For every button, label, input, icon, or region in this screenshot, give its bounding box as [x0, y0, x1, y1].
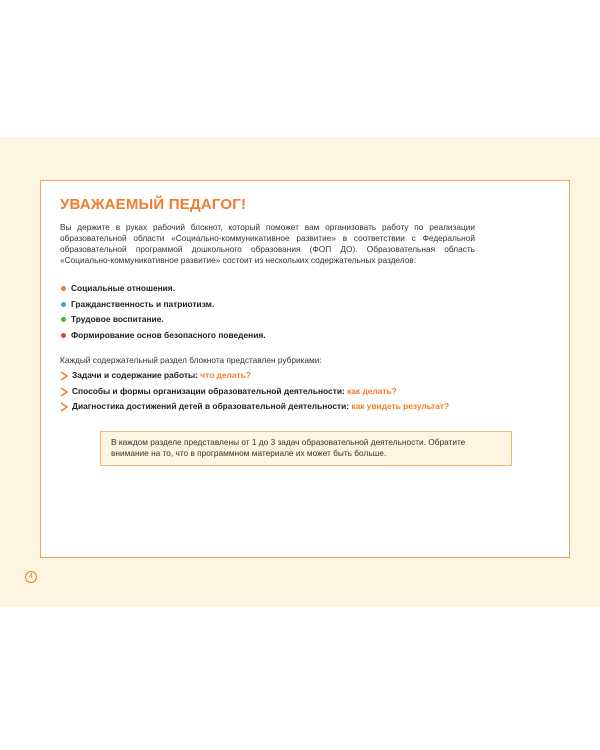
page-title: УВАЖАЕМЫЙ ПЕДАГОГ!	[60, 196, 247, 213]
note-box: В каждом разделе представлены от 1 до 3 задач образовательной деятельности. Обратите внимание на то, что в программном материале их может быть больше.	[100, 431, 512, 466]
rubric-text: Задачи и содержание работы:	[72, 370, 201, 380]
section-item	[60, 330, 500, 346]
rubric-accent: как делать?	[347, 385, 397, 396]
bullet-dot-icon	[61, 286, 66, 291]
bullet-dot-icon	[61, 317, 66, 322]
rubric-accent: что делать?	[200, 370, 251, 380]
bullet-dot-icon	[61, 333, 66, 338]
rubric-item	[60, 370, 500, 386]
section-label: Гражданственность и патриотизм.	[71, 298, 215, 309]
section-item	[60, 314, 500, 330]
rubric-text: Диагностика достижений детей в образовательной деятельности:	[72, 401, 352, 411]
section-label: Социальные отношения.	[71, 283, 176, 293]
rubric-accent: как увидеть результат?	[351, 401, 450, 411]
rubric-item	[60, 401, 500, 417]
sections-list	[60, 283, 500, 345]
rubrics-list	[60, 370, 500, 417]
arrow-marker-icon	[60, 387, 68, 397]
rubrics-intro: Каждый содержательный раздел блокнота представлен рубриками:	[60, 355, 322, 365]
arrow-marker-icon	[60, 402, 68, 412]
section-label: Трудовое воспитание.	[71, 314, 164, 324]
bullet-dot-icon	[61, 302, 66, 307]
rubric-item	[60, 386, 500, 402]
rubric-text: Способы и формы организации образовательной деятельности:	[72, 385, 348, 396]
section-item	[60, 299, 500, 315]
intro-paragraph: Вы держите в руках рабочий блокнот, который поможет вам организовать работу по реализации образовательной области «Социально-коммуникативное развитие» в соответствии с Федеральной образовательной программой дошкольного образования (ФОП ДО). Образовательная область «Социально-коммуникативное развитие» состоит из нескольких содержательных разделов:	[60, 222, 475, 266]
section-item	[60, 283, 500, 299]
section-label: Формирование основ безопасного поведения.	[71, 329, 266, 340]
page-number: 4	[25, 571, 37, 583]
arrow-marker-icon	[60, 371, 68, 381]
